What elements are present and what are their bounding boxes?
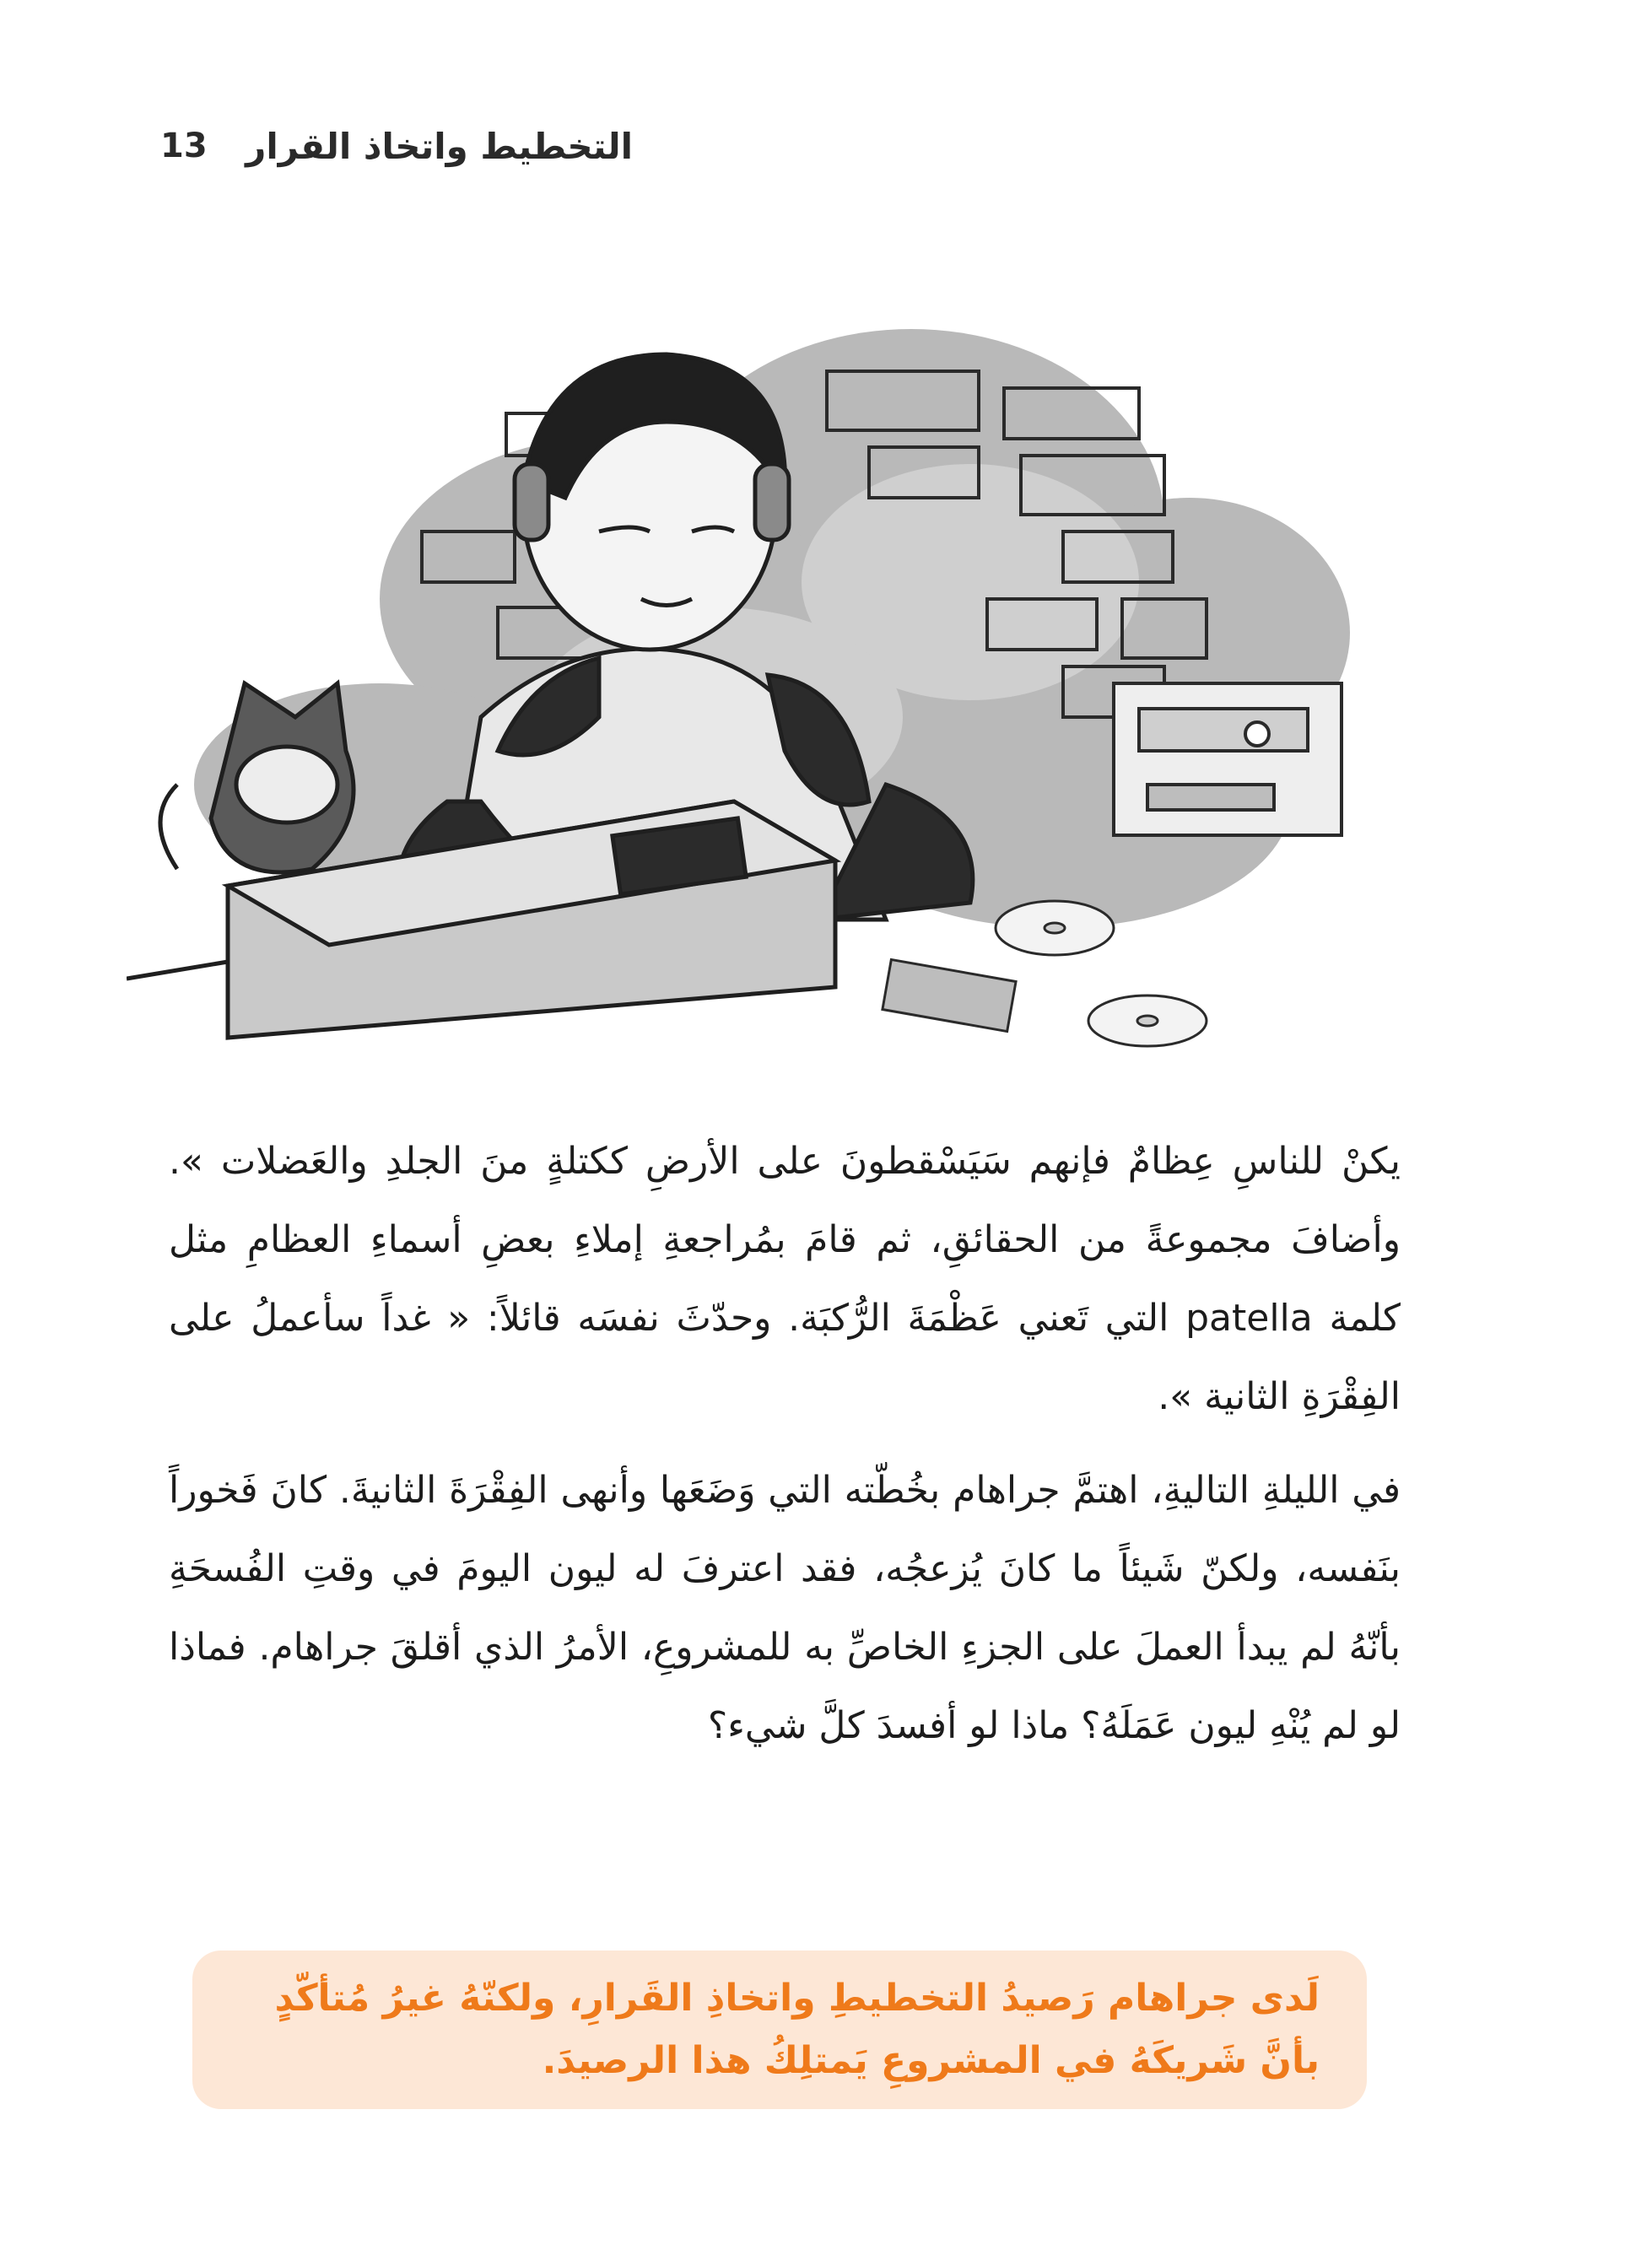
- paragraph-2: في الليلةِ التاليةِ، اهتمَّ جراهام بخُطّته التي وَضَعَها وأنهى الفِقْرَةَ الثانيةَ. كانَ فَخوراً بنَفسه، ولكنّ شَيئاً ما كانَ يُزعجُه، فقد اعترفَ له ليون اليومَ في وقتِ الفُسحَةِ بأنّهُ لم يبدأ العملَ على الجزءِ الخاصِّ به للمشروعِ، الأمرُ الذي أقلقَ جراهام. فماذا لو لم يُنْهِ ليون عَمَلَهُ؟ ماذا لو أفسدَ كلَّ شيء؟: [169, 1469, 1401, 1747]
- boy-with-headphones-and-cat-illustration: [127, 278, 1477, 1071]
- page-header: [160, 116, 633, 175]
- paragraph-1: يكنْ للناسِ عِظامٌ فإنهم سَيَسْقطونَ على الأرضِ ككتلةٍ منَ الجلدِ والعَضلات ». وأضافَ مجموعةً من الحقائقِ، ثم قامَ بمُراجعةِ إملاءِ بعضِ أسماءِ العظامِ مثل كلمة patella التي تَعني عَظْمَةَ الرُّكبَة. وحدّثَ نفسَه قائلاً: « غداً سأعملُ على الفِقْرَةِ الثانية ».: [169, 1140, 1401, 1418]
- callout-box: [192, 1951, 1367, 2109]
- callout-text: لَدى جراهام رَصيدُ التخطيطِ واتخاذِ القَرارِ، ولكنّهُ غيرُ مُتأكّدٍ بأنَّ شَريكَهُ في المشروعِ يَمتلِكُ هذا الرصيدَ.: [274, 1977, 1320, 2082]
- running-title: التخطيط واتخاذ القرار: [246, 125, 633, 167]
- page-number: 13: [160, 127, 208, 165]
